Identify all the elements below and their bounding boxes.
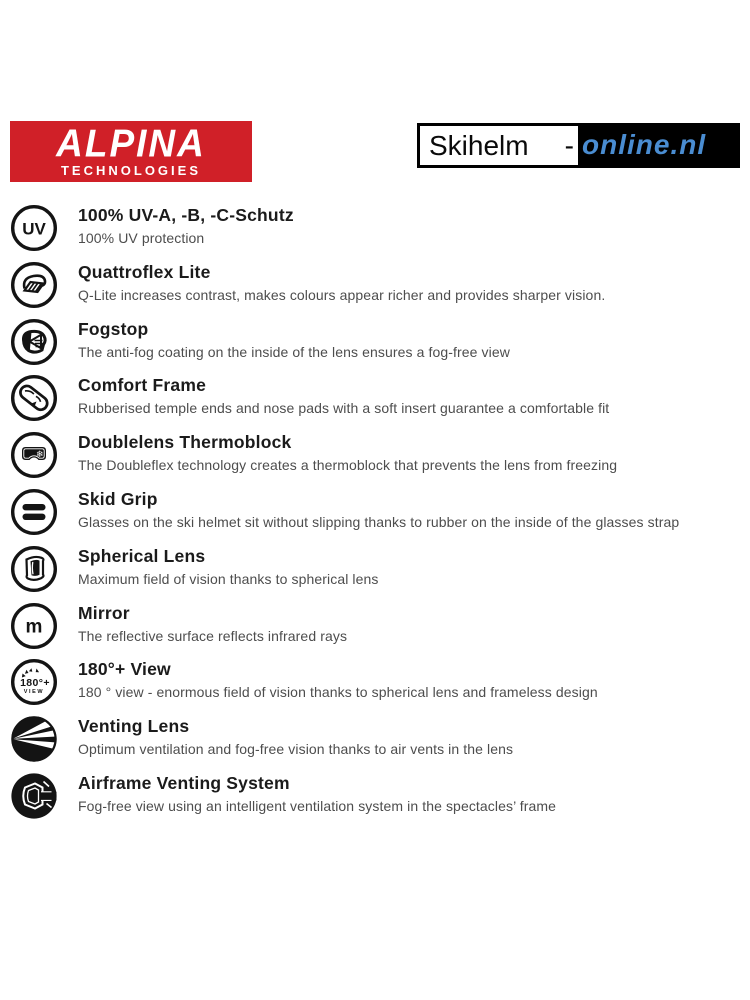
feature-title: Skid Grip <box>78 488 158 509</box>
feature-text <box>78 318 510 361</box>
180-view-icon <box>10 658 58 706</box>
feature-description: Optimum ventilation and fog-free vision thanks to air vents in the lens <box>78 741 514 758</box>
quattroflex-icon <box>10 261 58 309</box>
feature-description: Glasses on the ski helmet sit without slipping thanks to rubber on the inside of the glasses strap <box>78 513 680 530</box>
feature-text <box>78 488 679 531</box>
feature-description: The anti-fog coating on the inside of the lens ensures a fog-free view <box>78 343 510 360</box>
fogstop-icon <box>10 318 58 366</box>
feature-title: Spherical Lens <box>78 545 206 566</box>
spherical-lens-icon <box>10 545 58 593</box>
feature-list <box>10 204 740 829</box>
feature-description: Q-Lite increases contrast, makes colours appear richer and provides sharper vision. <box>78 286 606 303</box>
feature-title: 180°+ View <box>78 659 171 680</box>
feature-description: The reflective surface reflects infrared rays <box>78 627 348 644</box>
feature-row-fogstop <box>10 318 740 366</box>
feature-title: 100% UV-A, -B, -C-Schutz <box>78 205 294 225</box>
feature-description: Rubberised temple ends and nose pads with a soft insert guarantee a comfortable fit <box>78 400 610 417</box>
feature-text <box>78 204 294 247</box>
feature-row-mirror <box>10 602 740 650</box>
online-nl-text: online.nl <box>582 128 707 160</box>
feature-row-uv <box>10 204 740 252</box>
feature-text <box>78 261 605 304</box>
svg-text:❄: ❄ <box>36 448 44 459</box>
skihelm-text: Skihelm <box>429 129 529 161</box>
feature-title: Doublelens Thermoblock <box>78 432 292 453</box>
svg-text:UV: UV <box>22 219 46 239</box>
feature-row-skid-grip <box>10 488 740 536</box>
svg-text:180°+: 180°+ <box>20 677 50 690</box>
feature-text <box>78 715 513 758</box>
feature-title: Comfort Frame <box>78 375 207 396</box>
feature-text <box>78 772 556 815</box>
alpina-technologies-logo <box>10 121 252 182</box>
doublelens-thermoblock-icon <box>10 431 58 479</box>
airframe-venting-icon <box>10 772 58 820</box>
skihelm-dash: - <box>564 129 574 161</box>
feature-text <box>78 374 609 417</box>
uv-icon <box>10 204 58 252</box>
feature-description: The Doubleflex technology creates a thermoblock that prevents the lens from freezing <box>78 457 618 474</box>
feature-row-doublelens <box>10 431 740 479</box>
feature-row-comfort-frame <box>10 374 740 422</box>
feature-row-180-view <box>10 658 740 706</box>
alpina-brand-text: ALPINA <box>56 121 206 165</box>
skihelm-logo-left <box>420 126 578 165</box>
mirror-icon <box>10 602 58 650</box>
feature-description: 180 ° view - enormous field of vision thanks to spherical lens and frameless design <box>78 684 598 701</box>
skihelm-online-logo[interactable] <box>417 123 740 168</box>
svg-text:m: m <box>25 616 43 638</box>
comfort-frame-icon <box>10 374 58 422</box>
feature-description: Maximum field of vision thanks to spherical lens <box>78 570 379 587</box>
skihelm-logo-right <box>578 126 737 165</box>
feature-row-airframe <box>10 772 740 820</box>
feature-description: Fog-free view using an intelligent ventilation system in the spectacles’ frame <box>78 797 557 814</box>
feature-row-spherical-lens <box>10 545 740 593</box>
feature-row-venting-lens <box>10 715 740 763</box>
feature-text <box>78 545 378 588</box>
feature-title: Venting Lens <box>78 716 190 737</box>
feature-text <box>78 602 347 645</box>
feature-description: 100% UV protection <box>78 230 205 246</box>
skid-grip-icon <box>10 488 58 536</box>
feature-title: Mirror <box>78 602 130 623</box>
feature-title: Fogstop <box>78 318 149 339</box>
svg-text:VIEW: VIEW <box>23 689 45 696</box>
feature-title: Quattroflex Lite <box>78 261 211 282</box>
venting-lens-icon <box>10 715 58 763</box>
feature-title: Airframe Venting System <box>78 772 290 793</box>
feature-row-quattroflex <box>10 261 740 309</box>
alpina-tagline-text: TECHNOLOGIES <box>60 162 201 178</box>
feature-text <box>78 658 598 701</box>
feature-text <box>78 431 617 474</box>
